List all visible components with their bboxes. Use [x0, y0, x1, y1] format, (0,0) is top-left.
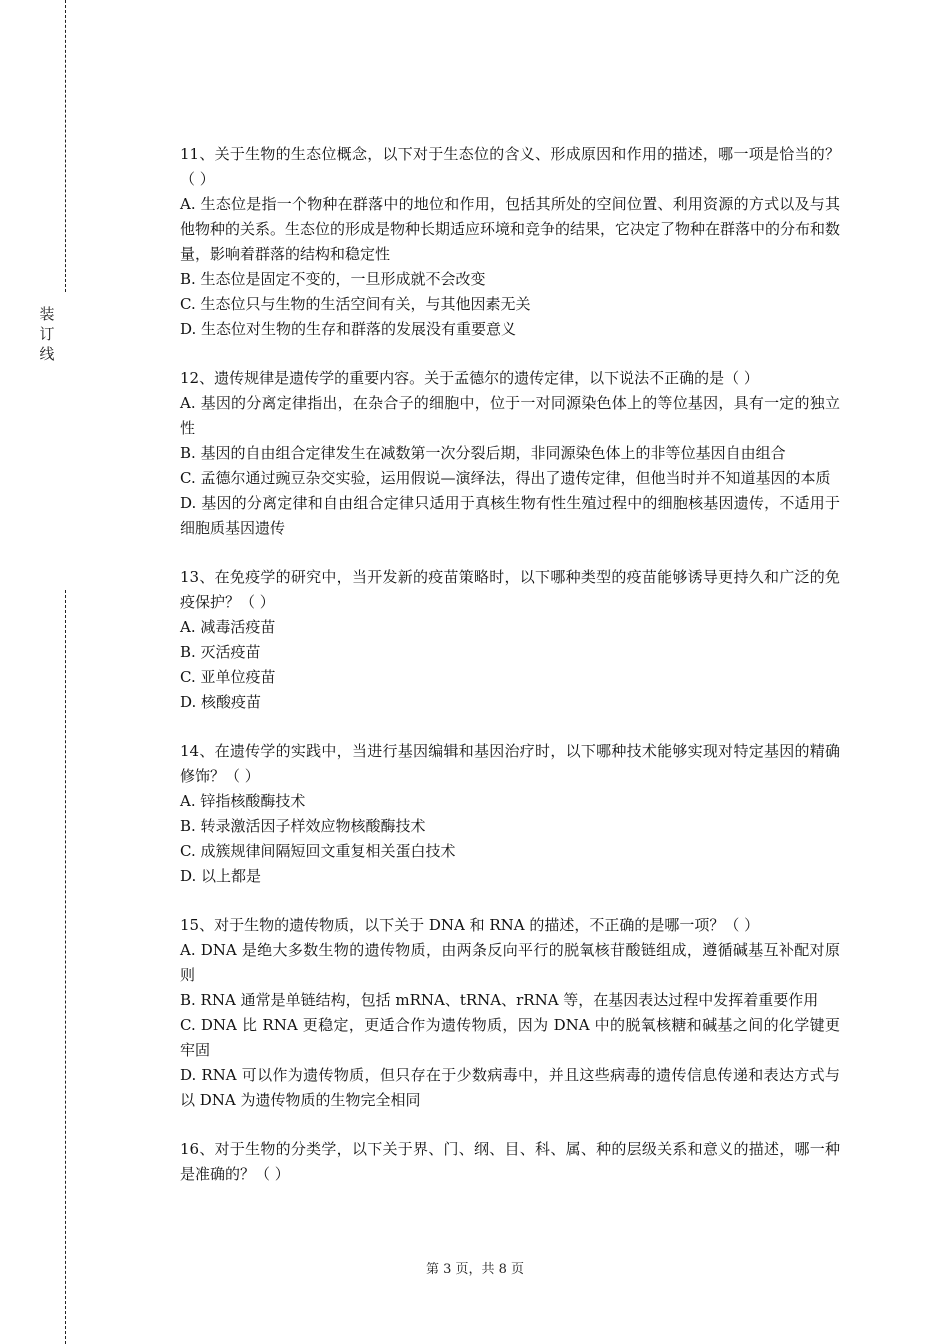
- binding-label: [38, 304, 56, 364]
- option-c: C. 生态位只与生物的生活空间有关，与其他因素无关: [180, 295, 531, 313]
- option-b: B. RNA 通常是单链结构，包括 mRNA、tRNA、rRNA 等，在基因表达过程中发挥着重要作用: [180, 991, 819, 1009]
- option-d: D. 核酸疫苗: [180, 693, 262, 711]
- option-c: C. 孟德尔通过豌豆杂交实验，运用假说—演绎法，得出了遗传定律，但他当时并不知道基因的本质: [180, 469, 831, 487]
- question-list: [180, 142, 840, 1211]
- option-a: A. 减毒活疫苗: [180, 618, 276, 636]
- question-11: [180, 142, 840, 342]
- option-d: D. RNA 可以作为遗传物质，但只存在于少数病毒中，并且这些病毒的遗传信息传递和表达方式与以 DNA 为遗传物质的生物完全相同: [180, 1066, 840, 1109]
- page-footer: 第 3 页，共 8 页: [425, 1262, 525, 1277]
- question-stem: 13、在免疫学的研究中，当开发新的疫苗策略时，以下哪种类型的疫苗能够诱导更持久和广泛的免疫保护？（ ）: [180, 568, 840, 611]
- binding-char: 线: [39, 345, 55, 363]
- binding-line-top: [65, 0, 66, 292]
- option-d: D. 生态位对生物的生存和群落的发展没有重要意义: [180, 320, 517, 338]
- option-c: C. 成簇规律间隔短回文重复相关蛋白技术: [180, 842, 456, 860]
- question-stem: 16、对于生物的分类学，以下关于界、门、纲、目、科、属、种的层级关系和意义的描述，哪一种是准确的？（ ）: [180, 1140, 840, 1183]
- option-a: A. 锌指核酸酶技术: [180, 792, 306, 810]
- question-stem: 15、对于生物的遗传物质，以下关于 DNA 和 RNA 的描述，不正确的是哪一项？（ ）: [180, 916, 760, 934]
- option-b: B. 生态位是固定不变的，一旦形成就不会改变: [180, 270, 486, 288]
- question-12: [180, 366, 840, 541]
- option-c: C. DNA 比 RNA 更稳定，更适合作为遗传物质，因为 DNA 中的脱氧核糖和碱基之间的化学键更牢固: [180, 1016, 840, 1059]
- question-13: [180, 565, 840, 715]
- binding-char: 装: [39, 305, 55, 323]
- option-d: D. 基因的分离定律和自由组合定律只适用于真核生物有性生殖过程中的细胞核基因遗传，不适用于细胞质基因遗传: [180, 494, 840, 537]
- question-15: [180, 913, 840, 1113]
- question-stem: 12、遗传规律是遗传学的重要内容。关于孟德尔的遗传定律，以下说法不正确的是（ ）: [180, 369, 759, 387]
- option-a: A. 基因的分离定律指出，在杂合子的细胞中，位于一对同源染色体上的等位基因，具有一定的独立性: [180, 394, 840, 437]
- option-b: B. 基因的自由组合定律发生在减数第一次分裂后期，非同源染色体上的非等位基因自由组合: [180, 444, 786, 462]
- binding-char: 订: [39, 325, 55, 343]
- question-stem: 14、在遗传学的实践中，当进行基因编辑和基因治疗时，以下哪种技术能够实现对特定基因的精确修饰？（ ）: [180, 742, 840, 785]
- option-d: D. 以上都是: [180, 867, 262, 885]
- option-b: B. 转录激活因子样效应物核酸酶技术: [180, 817, 426, 835]
- option-a: A. DNA 是绝大多数生物的遗传物质，由两条反向平行的脱氧核苷酸链组成，遵循碱基互补配对原则: [180, 941, 840, 984]
- option-c: C. 亚单位疫苗: [180, 668, 276, 686]
- question-16: [180, 1137, 840, 1187]
- option-b: B. 灭活疫苗: [180, 643, 261, 661]
- question-14: [180, 739, 840, 889]
- question-stem: 11、关于生物的生态位概念，以下对于生态位的含义、形成原因和作用的描述，哪一项是恰当的？（ ）: [180, 145, 840, 188]
- binding-line-bottom: [65, 590, 66, 1344]
- option-a: A. 生态位是指一个物种在群落中的地位和作用，包括其所处的空间位置、利用资源的方式以及与其他物种的关系。生态位的形成是物种长期适应环境和竞争的结果，它决定了物种在群落中的分布和数量，影响着群落的结构和稳定性: [180, 195, 841, 263]
